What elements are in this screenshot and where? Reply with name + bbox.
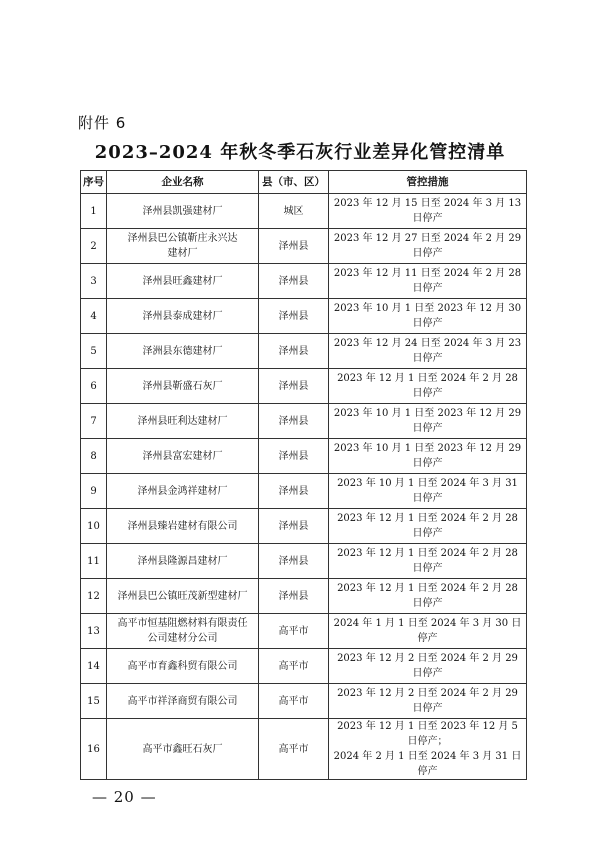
cell-county: 泽州县 [259,334,329,369]
cell-no: 2 [81,229,107,264]
cell-no: 9 [81,474,107,509]
cell-county: 泽州县 [259,299,329,334]
cell-county: 高平市 [259,614,329,649]
control-measure-line: 2023 年 12 月 15 日至 2024 年 3 月 13 日停产 [333,198,522,224]
cell-company-name [107,614,259,649]
control-measure-line: 2023 年 12 月 27 日至 2024 年 2 月 29 日停产 [333,233,522,259]
table-row [81,404,527,439]
table-row [81,579,527,614]
control-measure-line: 2023 年 10 月 1 日至 2023 年 12 月 29 日停产 [333,408,522,434]
cell-county: 城区 [259,194,329,229]
table-row [81,509,527,544]
table-row [81,229,527,264]
company-name-line: 泽州县臻岩建材有限公司 [127,520,238,532]
header-county: 县（市、区） [259,171,329,194]
cell-no: 13 [81,614,107,649]
cell-control-measure [329,334,527,369]
control-measure-line: 2023 年 10 月 1 日至 2024 年 3 月 31 日停产 [337,478,518,504]
cell-company-name [107,544,259,579]
company-name-line: 泽州县巴公镇旺茂新型建材厂 [117,590,248,602]
cell-company-name [107,649,259,684]
cell-control-measure [329,229,527,264]
control-list-table [80,170,527,780]
cell-no: 1 [81,194,107,229]
header-company-name: 企业名称 [107,171,259,194]
cell-county: 泽州县 [259,579,329,614]
document-title: 2023–2024 年秋冬季石灰行业差异化管控清单 [94,142,506,163]
cell-county: 泽州县 [259,544,329,579]
cell-no: 8 [81,439,107,474]
table-row [81,684,527,719]
table-row [81,474,527,509]
company-name-line: 泽州县隆源昌建材厂 [137,555,228,567]
cell-control-measure [329,614,527,649]
cell-no: 11 [81,544,107,579]
cell-control-measure [329,369,527,404]
control-measure-line: 2024 年 1 月 1 日至 2024 年 3 月 30 日停产 [333,618,522,644]
table-row [81,649,527,684]
cell-control-measure [329,264,527,299]
control-measure-line: 2023 年 10 月 1 日至 2023 年 12 月 29 日停产 [333,443,522,469]
cell-control-measure [329,404,527,439]
table-row [81,264,527,299]
control-measure-line: 2024 年 2 月 1 日至 2024 年 3 月 31 日停产 [333,751,522,777]
attachment-label: 附件 6 [78,114,127,132]
cell-county: 泽州县 [259,474,329,509]
control-measure-line: 2023 年 12 月 11 日至 2024 年 2 月 28 日停产 [333,268,522,294]
control-measure-line: 2023 年 10 月 1 日至 2023 年 12 月 30 日停产 [333,303,522,329]
cell-company-name [107,509,259,544]
cell-control-measure [329,474,527,509]
cell-no: 14 [81,649,107,684]
cell-county: 泽州县 [259,229,329,264]
table-row [81,719,527,780]
company-name-line: 高平市祥泽商贸有限公司 [127,695,238,707]
cell-company-name [107,684,259,719]
company-name-line: 高平市恒基阻燃材料有限责任 [117,618,248,629]
cell-no: 3 [81,264,107,299]
cell-company-name [107,719,259,780]
company-name-line: 泽洲县东德建材厂 [142,345,223,357]
cell-company-name [107,264,259,299]
company-name-line: 泽州县泰成建材厂 [142,310,223,322]
control-measure-line: 2023 年 12 月 2 日至 2024 年 2 月 29 日停产 [337,688,518,714]
cell-company-name [107,404,259,439]
company-name-line: 泽州县旺鑫建材厂 [142,275,223,287]
cell-control-measure [329,719,527,780]
cell-company-name [107,299,259,334]
cell-county: 泽州县 [259,404,329,439]
table-row [81,299,527,334]
cell-no: 10 [81,509,107,544]
company-name-line: 泽州县凯强建材厂 [142,205,223,217]
control-measure-line: 2023 年 12 月 1 日至 2024 年 2 月 28 日停产 [337,548,518,574]
company-name-line: 泽州县巴公镇靳庄永兴达 [127,233,238,244]
cell-company-name [107,334,259,369]
cell-control-measure [329,684,527,719]
page-number: — 20 — [92,788,157,806]
cell-county: 泽州县 [259,264,329,299]
table-row [81,194,527,229]
table-row [81,369,527,404]
table-body [81,194,527,780]
header-no: 序号 [81,171,107,194]
cell-county: 泽州县 [259,369,329,404]
cell-no: 5 [81,334,107,369]
cell-no: 16 [81,719,107,780]
company-name-line: 高平市育鑫科贸有限公司 [127,660,238,672]
company-name-line: 高平市鑫旺石灰厂 [142,743,223,755]
cell-company-name [107,229,259,264]
company-name-line: 公司建材分公司 [147,633,218,644]
control-measure-line: 2023 年 12 月 1 日至 2023 年 12 月 5 日停产； [337,721,518,747]
cell-company-name [107,439,259,474]
control-measure-line: 2023 年 12 月 1 日至 2024 年 2 月 28 日停产 [337,373,518,399]
cell-county: 泽州县 [259,509,329,544]
cell-company-name [107,474,259,509]
cell-company-name [107,579,259,614]
company-name-line: 泽州县靳盛石灰厂 [142,380,223,392]
control-measure-line: 2023 年 12 月 1 日至 2024 年 2 月 28 日停产 [337,583,518,609]
cell-no: 4 [81,299,107,334]
cell-control-measure [329,544,527,579]
cell-control-measure [329,579,527,614]
control-measure-line: 2023 年 12 月 1 日至 2024 年 2 月 28 日停产 [337,513,518,539]
cell-company-name [107,369,259,404]
table-row [81,614,527,649]
cell-no: 6 [81,369,107,404]
control-measure-line: 2023 年 12 月 2 日至 2024 年 2 月 29 日停产 [337,653,518,679]
cell-county: 高平市 [259,649,329,684]
cell-no: 15 [81,684,107,719]
cell-county: 泽州县 [259,439,329,474]
cell-control-measure [329,439,527,474]
control-measure-line: 2023 年 12 月 24 日至 2024 年 3 月 23 日停产 [333,338,522,364]
table-row [81,544,527,579]
table-header-row [81,171,527,194]
cell-no: 12 [81,579,107,614]
cell-county: 高平市 [259,684,329,719]
company-name-line: 泽州县旺利达建材厂 [137,415,228,427]
cell-control-measure [329,509,527,544]
cell-county: 高平市 [259,719,329,780]
cell-control-measure [329,194,527,229]
cell-no: 7 [81,404,107,439]
cell-control-measure [329,649,527,684]
table-row [81,439,527,474]
company-name-line: 泽州县富宏建材厂 [142,450,223,462]
company-name-line: 建材厂 [167,248,198,259]
header-control-measure: 管控措施 [329,171,527,194]
company-name-line: 泽州县金鸿祥建材厂 [137,485,228,497]
cell-company-name [107,194,259,229]
cell-control-measure [329,299,527,334]
table-row [81,334,527,369]
